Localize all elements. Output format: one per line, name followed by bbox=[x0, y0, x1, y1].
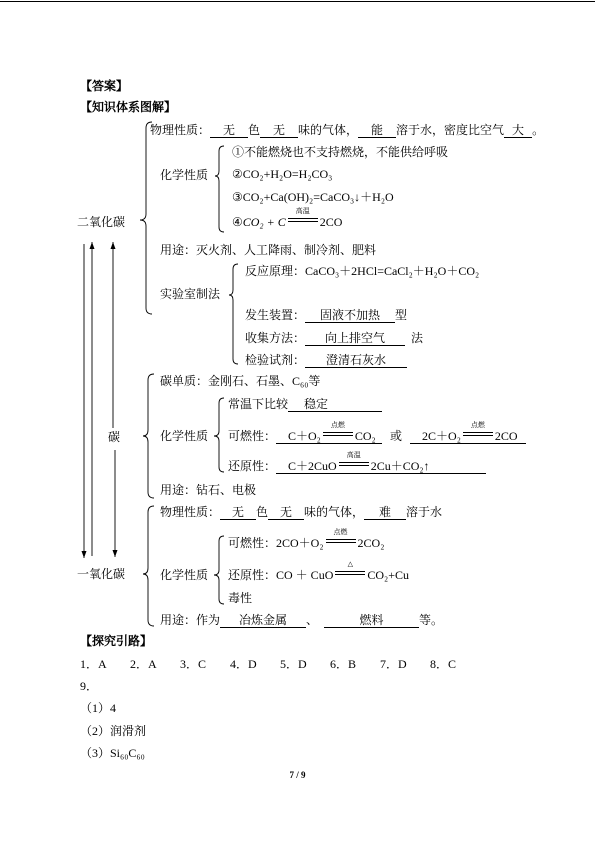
carbon-brace bbox=[143, 374, 154, 498]
mc-answer: 5．D bbox=[280, 657, 307, 671]
carbon-stability-label: 常温下比较 bbox=[228, 397, 289, 411]
carbon-node bbox=[108, 429, 120, 445]
co2-lab-apparatus-suffix: 型 bbox=[395, 308, 408, 322]
mc-answer: 4．D bbox=[230, 657, 257, 671]
equation-reactants: C＋2CuO bbox=[288, 459, 337, 473]
carbon-chemical-brace bbox=[214, 398, 224, 472]
question-9-part-1-text: （1）4 bbox=[80, 701, 117, 715]
co-node-label: 一氧化碳 bbox=[77, 567, 126, 581]
co2-density-blank: 大 bbox=[504, 123, 532, 138]
co-use-blank-1: 冶炼金属 bbox=[220, 613, 306, 628]
equation-products: 2CO₂ bbox=[357, 536, 385, 550]
condition-label: 点燃 bbox=[470, 421, 485, 429]
equation-reactants: CO ＋ CuO bbox=[276, 568, 334, 582]
carbon-reducibility-label: 还原性： bbox=[228, 459, 277, 473]
equation-products: 2CO bbox=[494, 429, 518, 443]
co-node bbox=[77, 566, 125, 582]
question-9-label bbox=[80, 678, 98, 694]
carbon-chemical-label-text: 化学性质 bbox=[160, 429, 209, 443]
carbon-combustibility bbox=[228, 421, 526, 444]
condition-label: △ bbox=[347, 560, 354, 568]
reaction-condition-ignite bbox=[323, 421, 353, 440]
co2-physical-text-4: 。 bbox=[532, 123, 545, 137]
co2-carbon-products: 2CO bbox=[319, 215, 343, 229]
carbon-complete-combustion-equation bbox=[276, 421, 382, 444]
co2-chemical-label-text: 化学性质 bbox=[160, 168, 209, 182]
mc-answer: 2．A bbox=[130, 657, 157, 671]
mc-answer: 1．A bbox=[80, 657, 107, 671]
condition-label: 高温 bbox=[346, 451, 361, 459]
co-physical-text-2: 味的气体， bbox=[304, 505, 365, 519]
co-chemical-label bbox=[160, 567, 208, 583]
co-odor-blank: 无 bbox=[268, 505, 304, 520]
carbon-combustibility-label: 可燃性： bbox=[228, 429, 277, 443]
co2-brace bbox=[140, 122, 152, 314]
co2-lab-reagent-label: 检验试剂： bbox=[245, 353, 306, 367]
co2-uses-text: 用途：灭火剂、人工降雨、制冷剂、肥料 bbox=[160, 243, 377, 257]
equation-products: 2Cu＋CO₂↑ bbox=[370, 459, 430, 473]
co2-chemical-property-2 bbox=[232, 166, 332, 182]
co-uses-label: 用途：作为 bbox=[160, 613, 221, 627]
co2-chemical-property-3 bbox=[232, 189, 394, 205]
carbon-uses-text: 用途：钻石、电极 bbox=[160, 483, 257, 497]
co-physical-text-1: 色 bbox=[256, 505, 269, 519]
co2-lab-collection-blank: 向上排空气 bbox=[305, 331, 405, 346]
co2-lab-label-text: 实验室制法 bbox=[160, 287, 221, 301]
knowledge-map-heading-text: 【知识体系图解】 bbox=[80, 100, 177, 114]
equation-reactants: 2C＋O₂ bbox=[422, 429, 461, 443]
co2-lab-brace bbox=[229, 264, 238, 364]
co2-color-blank: 无 bbox=[210, 123, 248, 138]
co-chemical-label-text: 化学性质 bbox=[160, 568, 209, 582]
mc-answer: 7．D bbox=[380, 657, 407, 671]
carbon-stability-blank: 稳定 bbox=[288, 397, 382, 412]
co-physical-text-3: 溶于水 bbox=[406, 505, 443, 519]
co2-lab-apparatus-blank: 固液不加热 bbox=[305, 308, 395, 323]
co2-lab-collection bbox=[245, 330, 423, 346]
co2-node bbox=[77, 214, 125, 230]
question-9-part-3-text: （3）Si₆₀C₆₀ bbox=[80, 746, 145, 760]
mc-answer: 8．C bbox=[430, 657, 457, 671]
co-uses-separator: 、 bbox=[306, 613, 319, 627]
co2-lab-apparatus-label: 发生装置： bbox=[245, 308, 306, 322]
mc-answer: 6．B bbox=[330, 657, 357, 671]
co-physical-label: 物理性质： bbox=[160, 505, 221, 519]
carbon-chemical-label bbox=[160, 428, 208, 444]
carbon-allotropes-text: 碳单质：金刚石、石墨、C₆₀等 bbox=[160, 374, 321, 388]
carbon-uses bbox=[160, 482, 256, 498]
co2-physical-label: 物理性质： bbox=[150, 123, 211, 137]
co-chemical-brace bbox=[214, 536, 224, 604]
carbon-reducibility bbox=[228, 451, 486, 474]
carbon-stability bbox=[228, 396, 382, 412]
equation-reactants: C＋O₂ bbox=[288, 429, 321, 443]
reaction-condition-high-temp bbox=[288, 207, 318, 226]
carbon-reduction-equation bbox=[276, 451, 486, 474]
multiple-choice-answers bbox=[80, 656, 480, 672]
carbon-allotropes bbox=[160, 373, 320, 389]
mc-answer: 3．C bbox=[180, 657, 207, 671]
equation-products: CO₂ bbox=[354, 429, 376, 443]
co-toxicity bbox=[228, 590, 252, 606]
co2-chemical-property-1 bbox=[232, 144, 448, 160]
question-9-part-3 bbox=[80, 745, 145, 761]
reaction-condition-ignite bbox=[326, 528, 356, 547]
co2-physical-properties bbox=[150, 122, 544, 138]
co2-lab-collection-suffix: 法 bbox=[411, 331, 424, 345]
explore-heading-text: 【探究引路】 bbox=[80, 634, 153, 648]
co-combustibility bbox=[228, 528, 385, 551]
co-brace bbox=[143, 506, 154, 626]
co-physical-properties bbox=[160, 504, 442, 520]
co2-lab-label bbox=[160, 286, 220, 302]
co-toxicity-text: 毒性 bbox=[228, 591, 253, 605]
co2-physical-text-1: 色 bbox=[248, 123, 261, 137]
co2-lab-reagent bbox=[245, 352, 407, 368]
carbon-incomplete-combustion-equation bbox=[410, 421, 526, 444]
answer-heading-text: 【答案】 bbox=[80, 79, 129, 93]
co-combustibility-label: 可燃性： bbox=[228, 536, 277, 550]
co-reducibility bbox=[228, 560, 409, 583]
co-reducibility-label: 还原性： bbox=[228, 568, 277, 582]
explore-heading bbox=[80, 633, 152, 649]
co2-odor-blank: 无 bbox=[260, 123, 298, 138]
condition-label: 点燃 bbox=[330, 421, 345, 429]
carbon-node-label: 碳 bbox=[108, 430, 121, 444]
co-uses bbox=[160, 612, 443, 628]
co2-lab-principle bbox=[245, 263, 479, 279]
co-use-blank-2: 燃料 bbox=[324, 613, 419, 628]
equation-products: CO₂+Cu bbox=[367, 568, 409, 582]
co2-lab-principle-text: 反应原理：CaCO₃＋2HCl=CaCl₂＋H₂O＋CO₂ bbox=[245, 264, 480, 278]
co2-chemical-property-4-number: ④ bbox=[232, 215, 243, 229]
co2-chemical-property-4 bbox=[232, 207, 343, 230]
question-9-part-2 bbox=[80, 723, 146, 739]
reaction-condition-heat bbox=[335, 560, 365, 579]
condition-label: 点燃 bbox=[333, 528, 348, 536]
answer-heading bbox=[80, 78, 128, 94]
co2-chemical-brace bbox=[215, 146, 224, 232]
knowledge-map-heading bbox=[80, 99, 176, 115]
co2-lab-apparatus bbox=[245, 307, 407, 323]
co-color-blank: 无 bbox=[220, 505, 256, 520]
co2-chemical-label bbox=[160, 167, 208, 183]
co-uses-suffix: 等。 bbox=[419, 613, 444, 627]
co2-chemical-property-2-text: ②CO₂+H₂O=H₂CO₃ bbox=[232, 167, 333, 181]
co-solubility-blank: 难 bbox=[364, 505, 406, 520]
question-9-label-text: 9． bbox=[80, 679, 99, 693]
reaction-condition-high-temp bbox=[339, 451, 369, 470]
co2-physical-text-2: 味的气体， bbox=[298, 123, 359, 137]
condition-label: 高温 bbox=[295, 207, 310, 215]
co2-uses bbox=[160, 242, 376, 258]
page-number: 7 / 9 bbox=[289, 770, 306, 780]
co2-carbon-reactants: CO₂ + C bbox=[242, 215, 286, 229]
co2-lab-reagent-blank: 澄清石灰水 bbox=[305, 353, 407, 368]
equation-reactants: 2CO＋O₂ bbox=[276, 536, 324, 550]
question-9-part-2-text: （2）润滑剂 bbox=[80, 724, 147, 738]
question-9-part-1 bbox=[80, 700, 116, 716]
co2-chemical-property-1-text: ①不能燃烧也不支持燃烧，不能供给呼吸 bbox=[232, 145, 449, 159]
reaction-condition-ignite bbox=[463, 421, 493, 440]
co2-chemical-property-3-text: ③CO₂+Ca(OH)₂=CaCO₃↓＋H₂O bbox=[232, 190, 394, 204]
co2-physical-text-3: 溶于水，密度比空气 bbox=[396, 123, 505, 137]
or-connector: 或 bbox=[390, 429, 403, 443]
co2-solubility-blank: 能 bbox=[358, 123, 396, 138]
co2-lab-collection-label: 收集方法： bbox=[245, 331, 306, 345]
co2-node-label: 二氧化碳 bbox=[77, 215, 126, 229]
